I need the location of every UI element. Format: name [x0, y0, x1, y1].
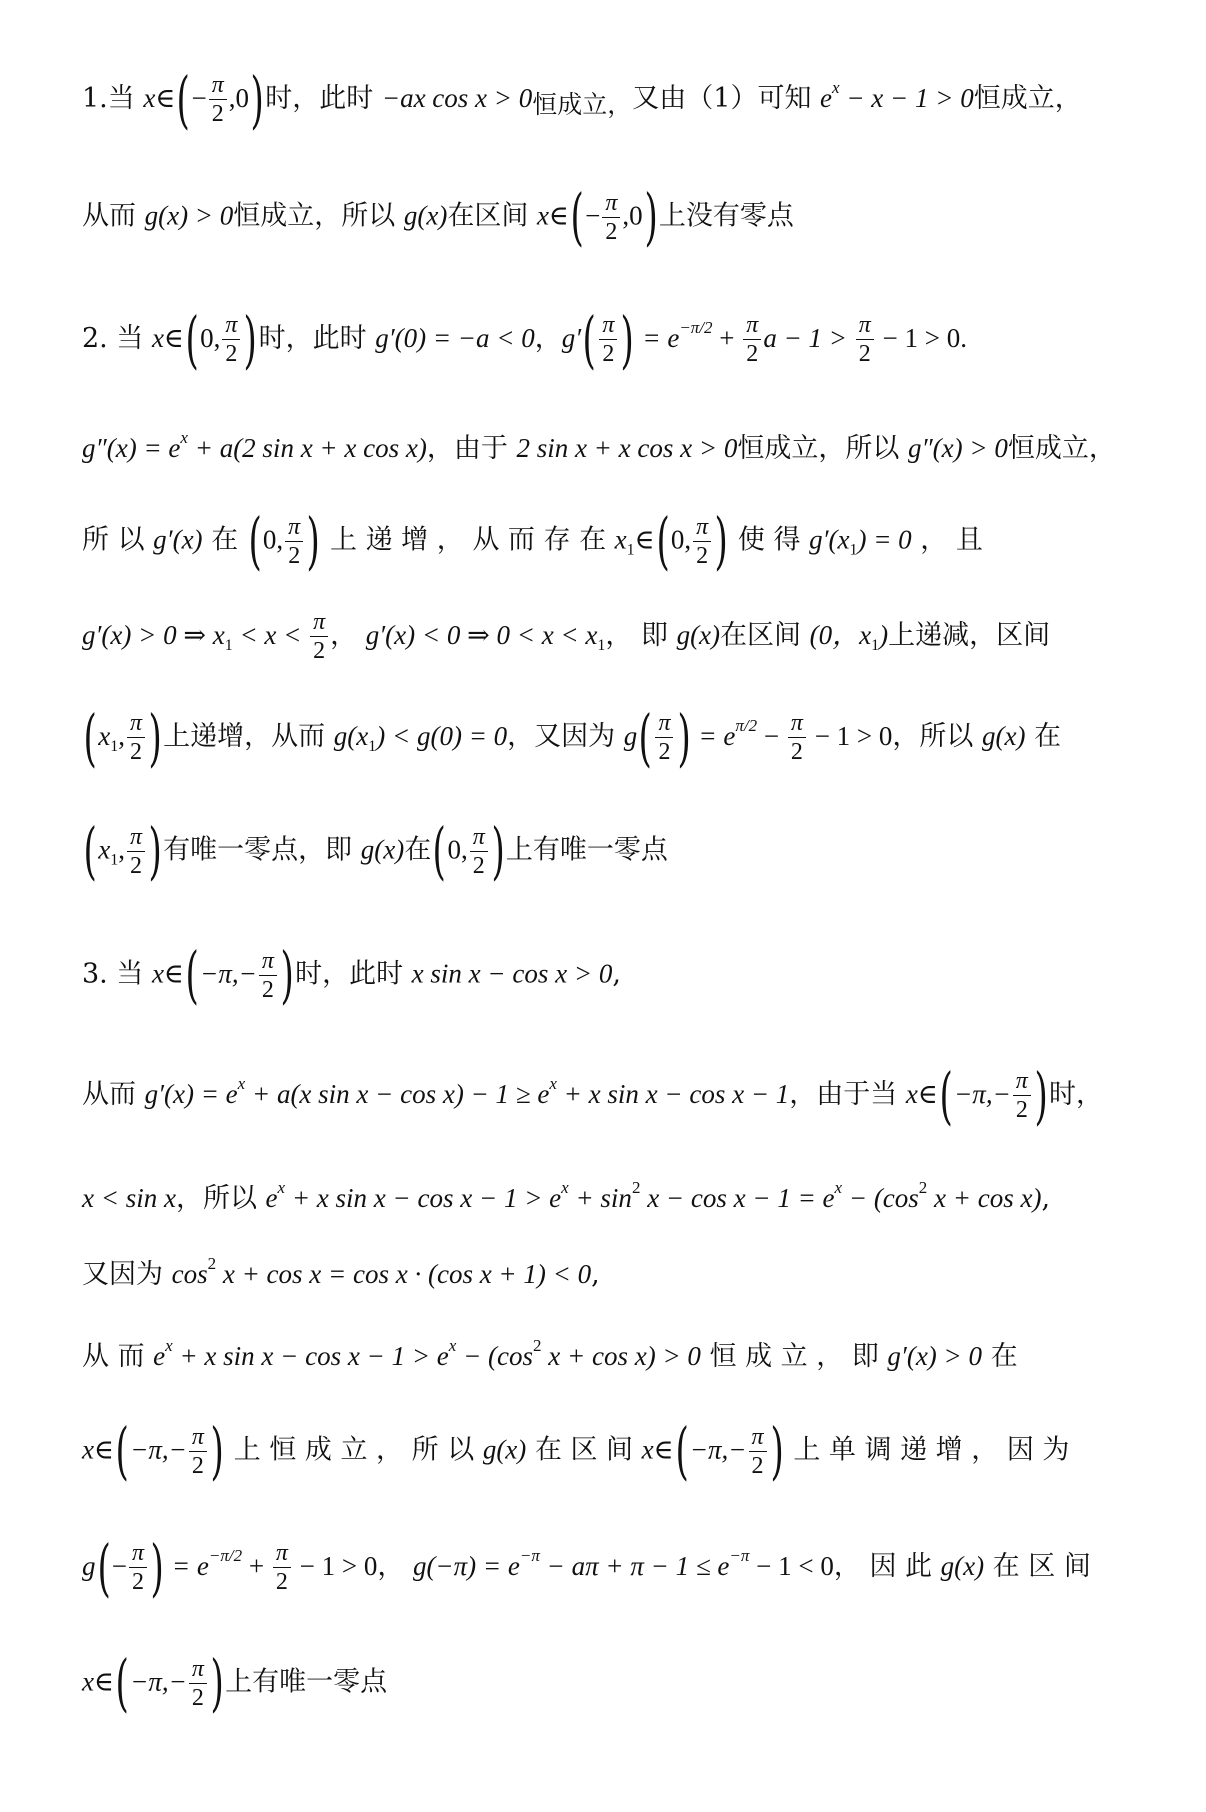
math: g″(x) > 0	[907, 433, 1008, 463]
line-5	[82, 504, 983, 577]
denominator: 2	[273, 1567, 291, 1596]
paren-right: )	[644, 180, 658, 253]
math: x∈	[641, 1434, 674, 1465]
math: x∈	[151, 958, 184, 989]
math: x	[614, 524, 627, 555]
denominator: 2	[259, 975, 277, 1004]
math: x	[98, 834, 111, 865]
fraction	[189, 1655, 207, 1712]
text: 1.当	[82, 83, 144, 114]
text: ，	[330, 620, 366, 651]
text: 从而	[82, 200, 145, 232]
math: e	[820, 83, 833, 113]
math: −π,−	[130, 1434, 187, 1465]
superscript: x	[180, 428, 188, 447]
text: 使 得	[729, 524, 810, 556]
paren-right: )	[148, 700, 162, 774]
denominator: 2	[209, 99, 227, 128]
fraction	[285, 513, 303, 570]
text: 上 单 调 递 增 ， 因 为	[784, 1434, 1070, 1466]
math: g′(x) > 0 ⇒ x	[82, 620, 225, 650]
text: 在	[202, 524, 247, 556]
math: g′(x) = e	[144, 1079, 238, 1109]
paren-left: (	[638, 700, 653, 774]
math: x∈	[536, 200, 569, 231]
math: + a(2 sin x + x cos x)	[187, 433, 427, 463]
math: x∈	[151, 323, 184, 353]
line-14	[82, 1414, 1070, 1487]
math: g(x) > 0	[144, 200, 234, 231]
math: −π,−	[689, 1434, 747, 1465]
math: x∈	[905, 1079, 938, 1109]
math: − (cos	[456, 1341, 534, 1371]
text: 在区间	[720, 620, 810, 651]
subscript: 1	[110, 851, 119, 869]
fraction	[259, 947, 277, 1004]
text: 又因为	[82, 1259, 172, 1290]
line-4	[82, 418, 1116, 469]
math: g′(0) = −a < 0	[375, 323, 535, 353]
text: ， 即	[605, 620, 677, 651]
text: ， 因 此	[833, 1551, 941, 1582]
text: 上有唯一零点	[505, 834, 668, 866]
math: − 1 < 0	[749, 1551, 834, 1581]
math: x	[98, 721, 111, 751]
fraction	[222, 311, 240, 368]
text: ，	[534, 323, 562, 354]
math: x∈	[143, 83, 176, 113]
numerator: π	[225, 312, 238, 338]
denominator: 2	[470, 851, 488, 880]
denominator: 2	[1013, 1095, 1031, 1124]
paren-right: )	[1034, 1058, 1048, 1132]
text: 在	[1025, 721, 1062, 752]
fraction	[129, 1539, 147, 1596]
text: 恒 成 立 ， 即	[700, 1341, 888, 1372]
paren-right: )	[150, 1530, 164, 1604]
math: ,0	[228, 83, 250, 113]
superscript: 2	[207, 1254, 217, 1273]
math: g′(x) < 0 ⇒ 0 < x < x	[365, 620, 598, 650]
math: −	[585, 200, 601, 231]
numerator: π	[191, 1423, 204, 1450]
text: ,	[612, 958, 621, 990]
text: 有唯一零点，即	[163, 834, 361, 866]
math: +	[712, 323, 742, 353]
math: 0,	[262, 524, 284, 555]
math: − 1 > 0	[292, 1551, 378, 1581]
math: g(x)	[360, 834, 405, 865]
superscript: −π	[519, 1546, 540, 1565]
math: 2 sin x + x cos x > 0	[516, 433, 738, 463]
paren-right: )	[243, 302, 258, 376]
math: = e	[691, 721, 736, 751]
math: g′	[561, 323, 582, 353]
math: g′(x) > 0	[887, 1341, 983, 1371]
text: ，	[377, 1551, 413, 1582]
numerator: π	[129, 823, 142, 850]
fraction	[189, 1423, 207, 1480]
paren-left: (	[432, 814, 446, 887]
superscript: x	[549, 1074, 557, 1093]
line-8	[82, 814, 668, 887]
math: g(x	[333, 721, 369, 751]
superscript: 2	[631, 1178, 641, 1197]
text: ，所以	[892, 721, 982, 752]
numerator: π	[1015, 1068, 1028, 1094]
superscript: π/2	[735, 716, 758, 735]
text: 所 以	[82, 524, 154, 556]
subscript: 1	[368, 738, 377, 755]
paren-right: )	[250, 62, 264, 136]
paren-left: (	[83, 700, 97, 774]
superscript: 2	[533, 1336, 542, 1355]
math: +	[242, 1551, 271, 1581]
math: −	[757, 721, 786, 751]
text: 又由（1）可知	[632, 83, 821, 114]
text: 从而	[82, 1079, 145, 1110]
math: g(x)	[482, 1434, 527, 1465]
numerator: π	[472, 823, 485, 850]
text: 2. 当	[82, 323, 152, 354]
superscript: x	[165, 1336, 173, 1355]
math: x + cos x)	[927, 1183, 1042, 1213]
text: 上递增，从而	[163, 721, 334, 752]
math: cos	[171, 1259, 208, 1289]
text: 在	[404, 834, 432, 866]
math: ,	[118, 834, 125, 865]
denominator: 2	[693, 541, 711, 570]
paren-left: (	[675, 1414, 689, 1487]
math: 0,	[670, 524, 692, 555]
paren-left: (	[83, 814, 97, 887]
fraction	[743, 311, 761, 368]
math: 0,	[200, 323, 221, 353]
math: −π,−	[954, 1079, 1011, 1109]
denominator: 2	[602, 217, 620, 246]
math: 0,	[447, 834, 468, 865]
paren-right: )	[676, 700, 691, 774]
math: + sin	[568, 1183, 632, 1213]
superscript: −π	[729, 1546, 750, 1565]
paren-left: (	[939, 1058, 953, 1132]
text: ，所以	[175, 1183, 266, 1214]
math: g(x)	[676, 620, 721, 650]
line-11	[82, 1168, 1050, 1219]
text: 在区间	[447, 200, 537, 232]
math: g	[82, 1551, 96, 1581]
denominator: 2	[599, 339, 617, 368]
paren-right: )	[620, 302, 635, 376]
line-15	[82, 1530, 1091, 1604]
numerator: π	[751, 1423, 764, 1450]
paren-right: )	[491, 814, 505, 887]
superscript: x	[561, 1178, 569, 1197]
paren-left: (	[185, 938, 199, 1011]
math: + a(x sin x − cos x) − 1 ≥ e	[245, 1079, 550, 1109]
text: 上有唯一零点	[225, 1666, 388, 1698]
paren-left: (	[115, 1414, 129, 1487]
fraction	[273, 1539, 291, 1596]
numerator: π	[790, 710, 803, 736]
text: ， 且	[911, 524, 983, 556]
fraction	[1013, 1067, 1031, 1124]
text: 恒成立，所以	[233, 200, 404, 232]
fraction	[788, 709, 806, 766]
subscript: 1	[224, 637, 233, 654]
paren-left: (	[185, 302, 199, 376]
text: 上 恒 成 立 ， 所 以	[225, 1434, 483, 1466]
text: ,	[591, 1259, 600, 1290]
numerator: π	[191, 1655, 204, 1682]
math: x∈	[82, 1666, 114, 1697]
paren-right: )	[148, 814, 162, 887]
paren-left: (	[248, 504, 262, 577]
paren-left: (	[176, 62, 191, 136]
text: 恒成立，	[973, 83, 1082, 114]
paren-left: (	[115, 1646, 129, 1719]
math: = e	[165, 1551, 209, 1581]
text: 在 区 间	[526, 1434, 642, 1466]
superscript: −π/2	[679, 318, 713, 337]
line-12	[82, 1244, 600, 1295]
subscript: 1	[871, 637, 880, 654]
math: + x sin x − cos x − 1	[556, 1079, 790, 1109]
superscript: 2	[918, 1178, 928, 1197]
math: −π,−	[130, 1666, 187, 1697]
line-9	[82, 938, 621, 1011]
superscript: −π/2	[208, 1546, 243, 1565]
line-16	[82, 1646, 388, 1719]
text: 在 区 间	[984, 1551, 1091, 1582]
fraction	[470, 823, 488, 880]
numerator: π	[131, 1540, 144, 1566]
math: g′(x	[809, 524, 850, 555]
denominator: 2	[127, 851, 145, 880]
text: 上 递 增 ， 从 而 存 在	[321, 524, 615, 556]
denominator: 2	[285, 541, 303, 570]
math: − 1 > 0.	[875, 323, 968, 353]
denominator: 2	[655, 737, 673, 766]
fraction	[856, 311, 874, 368]
superscript: x	[277, 1178, 286, 1197]
text: 时，此时	[265, 83, 382, 114]
numerator: π	[605, 189, 618, 216]
denominator: 2	[129, 1567, 147, 1596]
math: e	[265, 1183, 278, 1213]
paren-right: )	[210, 1646, 224, 1719]
numerator: π	[261, 947, 274, 974]
fraction	[209, 71, 227, 128]
paren-right: )	[714, 504, 728, 577]
numerator: π	[313, 609, 326, 635]
fraction	[310, 608, 328, 665]
math: g″(x) = e	[82, 433, 181, 463]
math: − (cos	[842, 1183, 919, 1213]
text: ，由于当	[789, 1079, 906, 1110]
line-1	[82, 62, 1082, 136]
text: 3. 当	[82, 958, 152, 990]
math: g(−π) = e	[412, 1551, 520, 1581]
fraction	[693, 513, 711, 570]
text: 在	[982, 1341, 1018, 1372]
line-2	[82, 180, 794, 253]
text: 时，此时	[258, 323, 376, 354]
paren-left: (	[582, 302, 596, 376]
math: x + cos x) > 0	[541, 1341, 701, 1371]
denominator: 2	[127, 737, 145, 766]
denominator: 2	[788, 737, 806, 766]
math: a − 1 >	[763, 323, 854, 353]
paren-left: (	[96, 1530, 111, 1604]
line-7	[82, 700, 1062, 774]
math: g(x)	[940, 1551, 985, 1581]
numerator: π	[746, 312, 759, 338]
math: x sin x − cos x > 0	[411, 958, 613, 989]
numerator: π	[211, 72, 224, 98]
math: g	[623, 721, 638, 751]
math: ,0	[622, 200, 643, 231]
math: = e	[635, 323, 680, 353]
fraction	[599, 311, 617, 368]
paren-left: (	[570, 180, 584, 253]
numerator: π	[658, 710, 671, 736]
denominator: 2	[222, 339, 240, 368]
denominator: 2	[189, 1683, 207, 1712]
math: −ax cos x > 0	[381, 83, 533, 113]
fraction	[749, 1423, 767, 1480]
math: − x − 1 > 0	[839, 83, 974, 113]
denominator: 2	[743, 339, 761, 368]
text: ，由于	[426, 433, 517, 464]
fraction	[127, 823, 145, 880]
paren-right: )	[280, 938, 294, 1011]
paren-left: (	[656, 504, 670, 577]
text: 时，	[1049, 1079, 1104, 1110]
line-13	[82, 1326, 1018, 1377]
math: −π,−	[200, 958, 257, 989]
math: − aπ + π − 1 ≤ e	[539, 1551, 730, 1581]
math: g(x)	[982, 721, 1026, 751]
line-10	[82, 1058, 1104, 1132]
text: ，又因为	[507, 721, 624, 752]
paren-right: )	[306, 504, 320, 577]
numerator: π	[602, 312, 615, 338]
superscript: x	[834, 1178, 843, 1197]
subscript: 1	[849, 541, 858, 559]
fraction	[655, 709, 673, 766]
math: ∈	[634, 524, 655, 555]
subscript: 1	[110, 738, 119, 755]
text: 上递减，区间	[888, 620, 1051, 651]
superscript: x	[832, 78, 840, 97]
numerator: π	[288, 513, 301, 540]
denominator: 2	[189, 1451, 207, 1480]
math: ) = 0	[857, 524, 912, 555]
paren-right: )	[210, 1414, 224, 1487]
math: e	[153, 1341, 166, 1371]
math: g(x)	[403, 200, 448, 231]
text: 恒成立，所以	[737, 433, 908, 464]
line-3	[82, 302, 968, 376]
math: (0，x	[809, 620, 872, 650]
numerator: π	[858, 312, 871, 338]
math: x < sin x	[82, 1183, 176, 1213]
math: )	[879, 620, 889, 650]
fraction	[127, 709, 145, 766]
line-6	[82, 608, 1050, 666]
fraction	[602, 189, 620, 246]
subscript: 1	[626, 541, 635, 559]
math: − 1 > 0	[807, 721, 893, 751]
text: 从 而	[82, 1341, 154, 1372]
text: ,	[1041, 1183, 1051, 1214]
math: g′(x)	[153, 524, 203, 555]
numerator: π	[275, 1540, 288, 1566]
math: < x <	[232, 620, 309, 650]
math: + x sin x − cos x − 1 > e	[172, 1341, 449, 1371]
math: x∈	[82, 1434, 114, 1465]
math: ,	[118, 721, 125, 751]
text: 恒成立，	[532, 90, 633, 119]
text: 上没有零点	[658, 200, 794, 232]
math: ) < g(0) = 0	[376, 721, 508, 751]
text: 恒成立，	[1007, 433, 1116, 464]
subscript: 1	[597, 637, 606, 654]
denominator: 2	[856, 339, 874, 368]
superscript: x	[237, 1074, 246, 1093]
denominator: 2	[749, 1451, 767, 1480]
math: −	[111, 1551, 127, 1581]
numerator: π	[696, 513, 709, 540]
paren-right: )	[770, 1414, 784, 1487]
text: 时，此时	[295, 958, 412, 990]
superscript: x	[448, 1336, 457, 1355]
math: + x sin x − cos x − 1 > e	[285, 1183, 562, 1213]
math: −	[191, 83, 207, 113]
denominator: 2	[310, 636, 328, 665]
math: x + cos x = cos x · (cos x + 1) < 0	[216, 1259, 592, 1289]
math: x − cos x − 1 = e	[640, 1183, 835, 1213]
numerator: π	[129, 710, 142, 736]
